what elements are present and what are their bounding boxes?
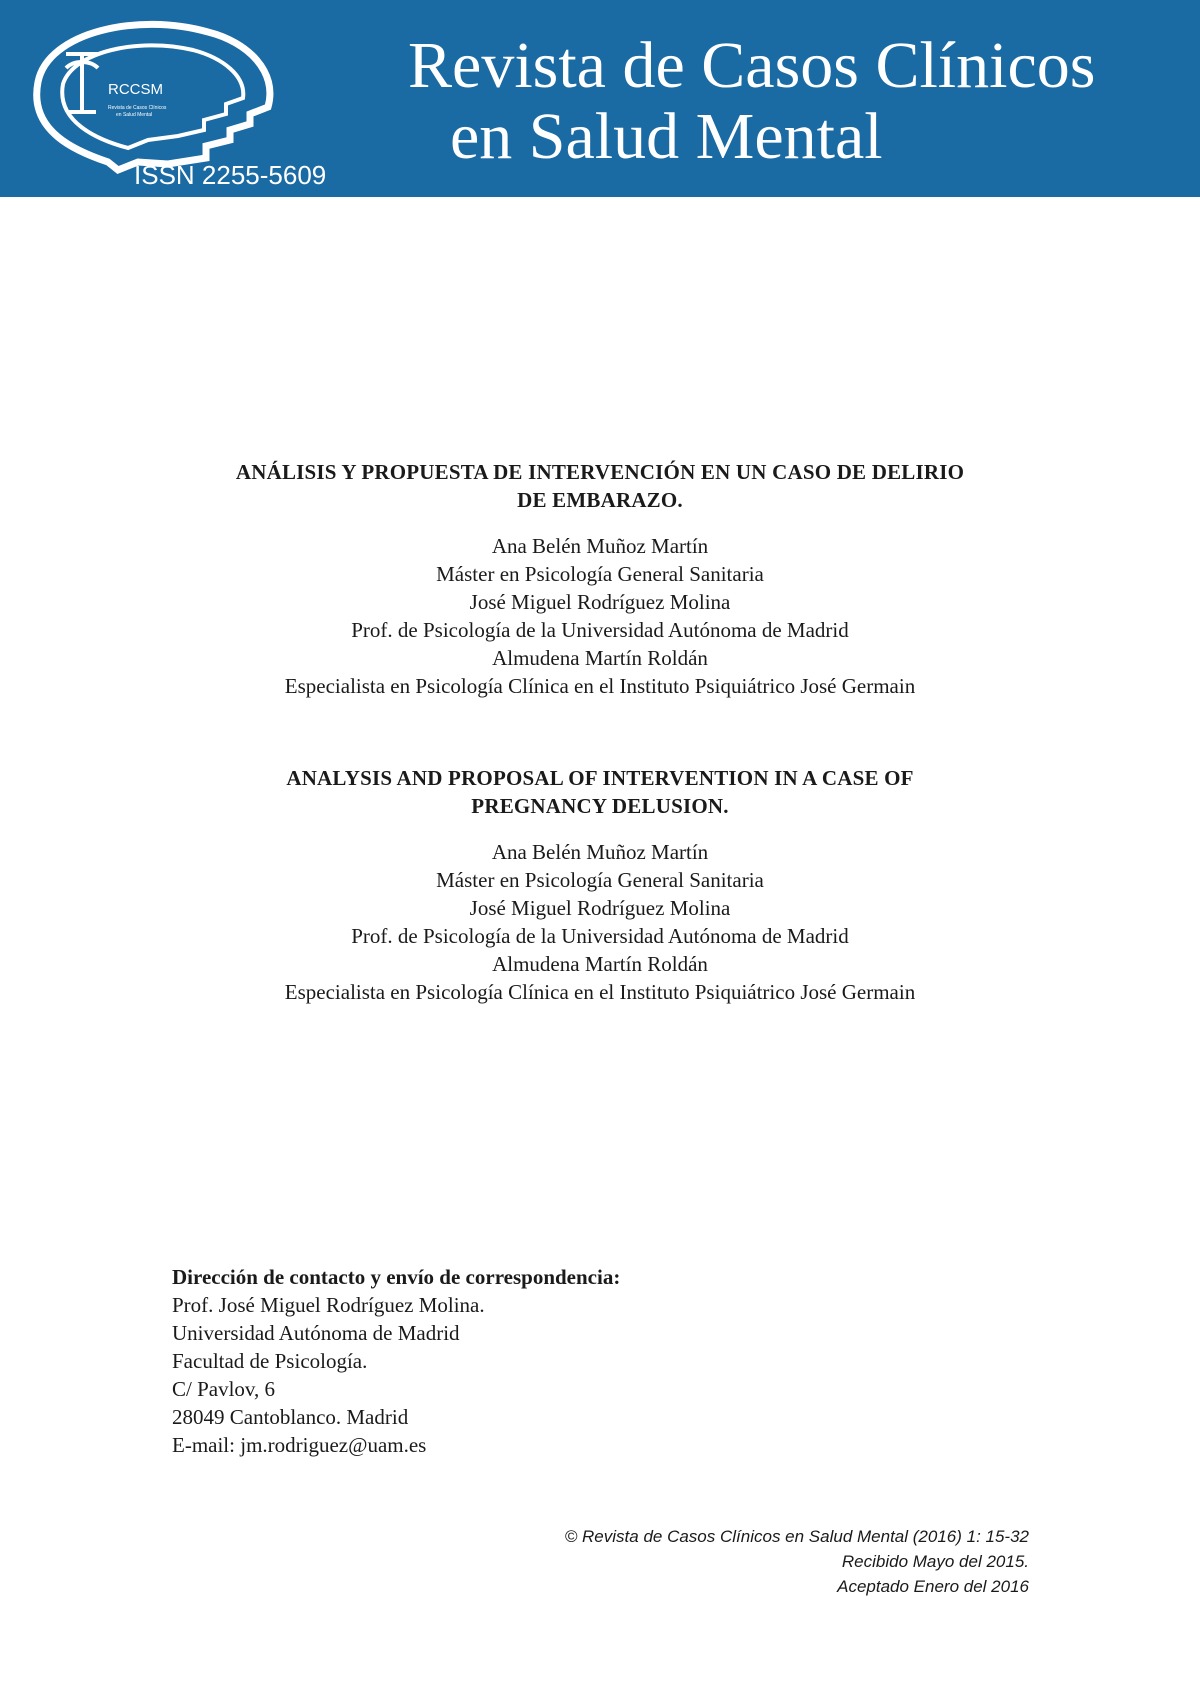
journal-title-line1: Revista de Casos Clínicos [408, 29, 1096, 102]
english-article-block [0, 764, 1200, 1006]
article-title-en-line1: ANALYSIS AND PROPOSAL OF INTERVENTION IN A CASE OF [286, 766, 914, 790]
author-name: Almudena Martín Roldán [492, 952, 708, 976]
contact-line: 28049 Cantoblanco. Madrid [172, 1405, 409, 1429]
author-affiliation: Especialista en Psicología Clínica en el Instituto Psiquiátrico José Germain [284, 980, 916, 1004]
issn-label: ISSN 2255-5609 [134, 160, 327, 190]
journal-banner [0, 0, 1200, 197]
citation-line: © Revista de Casos Clínicos en Salud Mental (2016) 1: 15-32 [564, 1527, 1029, 1546]
journal-title-line2: en Salud Mental [450, 100, 883, 173]
author-name: Ana Belén Muñoz Martín [491, 840, 709, 864]
svg-text:Revista de Casos Clínicos: Revista de Casos Clínicos [108, 105, 167, 111]
author-affiliation: Máster en Psicología General Sanitaria [436, 868, 764, 892]
spanish-article-block [0, 458, 1200, 700]
contact-heading: Dirección de contacto y envío de correspondencia: [172, 1265, 621, 1289]
article-title-en-line2: PREGNANCY DELUSION. [471, 794, 729, 818]
contact-email[interactable]: E-mail: jm.rodriguez@uam.es [172, 1433, 427, 1457]
logo-text: RCCSM [108, 81, 163, 98]
contact-block [172, 1263, 620, 1459]
author-list-en [0, 838, 1200, 1006]
accepted-date: Aceptado Enero del 2016 [837, 1577, 1029, 1596]
article-title-en [0, 764, 1200, 820]
contact-line: Universidad Autónoma de Madrid [172, 1321, 460, 1345]
article-title-es-line2: DE EMBARAZO. [517, 488, 683, 512]
contact-line: C/ Pavlov, 6 [172, 1377, 276, 1401]
author-affiliation: Máster en Psicología General Sanitaria [436, 562, 764, 586]
author-affiliation: Prof. de Psicología de la Universidad Autónoma de Madrid [351, 924, 849, 948]
author-name: Almudena Martín Roldán [492, 646, 708, 670]
author-list-es [0, 532, 1200, 700]
publication-footer [565, 1524, 1029, 1599]
svg-text:en Salud Mental: en Salud Mental [116, 112, 153, 118]
article-title-es-line1: ANÁLISIS Y PROPUESTA DE INTERVENCIÓN EN UN CASO DE DELIRIO [235, 460, 965, 484]
author-affiliation: Especialista en Psicología Clínica en el Instituto Psiquiátrico José Germain [284, 674, 916, 698]
contact-line: Facultad de Psicología. [172, 1349, 368, 1373]
author-name: Ana Belén Muñoz Martín [491, 534, 709, 558]
author-affiliation: Prof. de Psicología de la Universidad Autónoma de Madrid [351, 618, 849, 642]
author-name: José Miguel Rodríguez Molina [469, 590, 731, 614]
received-date: Recibido Mayo del 2015. [841, 1552, 1029, 1571]
author-name: José Miguel Rodríguez Molina [469, 896, 731, 920]
contact-line: Prof. José Miguel Rodríguez Molina. [172, 1293, 485, 1317]
article-title-es [0, 458, 1200, 514]
